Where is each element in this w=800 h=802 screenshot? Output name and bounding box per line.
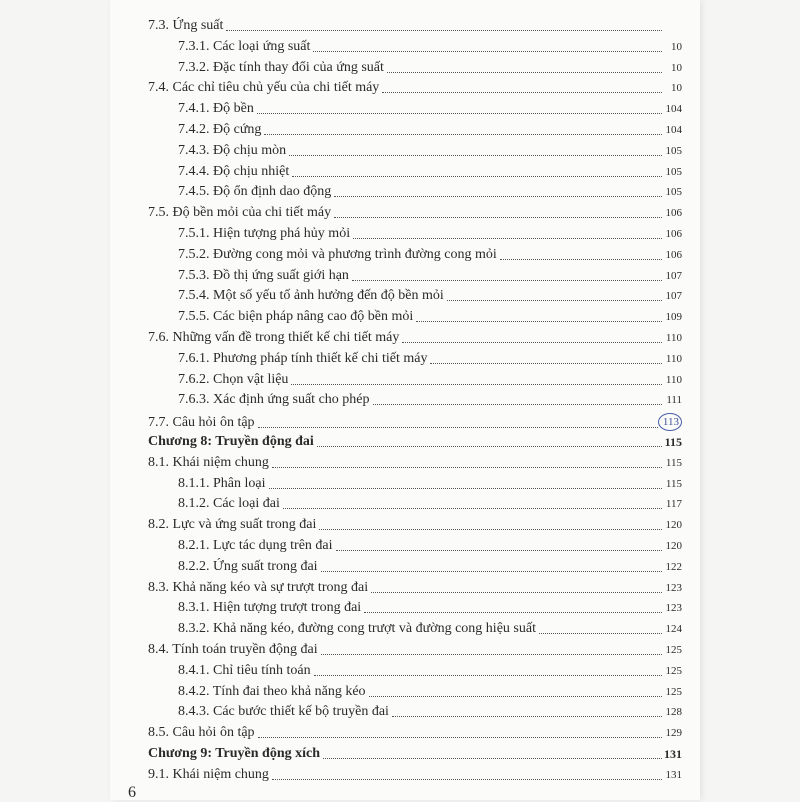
toc-entry-title: 7.5.2. Đường cong mỏi và phương trình đường cong mỏi	[178, 246, 497, 262]
toc-entry-title: Chương 9: Truyền động xích	[148, 746, 321, 761]
toc-entry-title: 7.6.2. Chọn vật liệu	[178, 371, 289, 387]
toc-entry	[178, 247, 682, 263]
toc-entry-page: 106	[665, 228, 682, 240]
toc-entry-page: 115	[665, 456, 682, 469]
toc-entry	[178, 122, 682, 138]
toc-entry-page: 111	[666, 394, 682, 407]
dot-leader	[258, 427, 658, 428]
toc-entry-title: 7.4. Các chỉ tiêu chủ yếu của chi tiết máy	[148, 80, 380, 96]
toc-entry-page: 115	[665, 477, 682, 490]
toc-entry	[178, 496, 682, 512]
toc-entry-page: 110	[665, 352, 682, 365]
dot-leader	[353, 238, 662, 239]
toc-entry	[148, 455, 682, 471]
toc-entry	[178, 538, 682, 554]
dot-leader	[272, 467, 662, 468]
toc-entry	[148, 18, 682, 34]
dot-leader	[539, 633, 662, 634]
dot-leader	[387, 72, 662, 73]
toc-entry	[178, 559, 682, 575]
toc-entry-page: 10	[671, 61, 682, 74]
toc-entry-title: 7.3. Ứng suất	[148, 18, 224, 33]
dot-leader	[292, 176, 662, 177]
toc-entry-title: 7.4.1. Độ bền	[178, 101, 254, 117]
toc-entry	[178, 60, 682, 76]
toc-entry-page: 106	[665, 248, 682, 261]
dot-leader	[352, 280, 662, 281]
toc-entry	[178, 476, 682, 492]
toc-entry-title: 7.6.3. Xác định ứng suất cho phép	[178, 392, 370, 408]
toc-entry-title: 7.7. Câu hỏi ôn tập	[148, 415, 255, 431]
dot-leader	[264, 134, 662, 135]
dot-leader	[382, 92, 662, 93]
toc-entry-page: 125	[665, 685, 682, 698]
toc-entry-title: 7.6. Những vấn đề trong thiết kế chi tiết máy	[148, 330, 400, 345]
toc-entry-page: 120	[665, 519, 682, 532]
dot-leader	[289, 155, 662, 156]
toc-entry-page: 129	[665, 727, 682, 740]
dot-leader	[447, 300, 662, 301]
toc-entry	[178, 392, 682, 408]
dot-leader	[500, 259, 662, 260]
dot-leader	[334, 196, 662, 197]
dot-leader	[321, 571, 662, 572]
toc-entry-title: 9.1. Khái niệm chung	[148, 766, 269, 782]
toc-entry	[148, 725, 682, 741]
toc-entry-page: 125	[665, 644, 682, 656]
toc-entry-title: 8.4.2. Tính đai theo khả năng kéo	[178, 683, 366, 699]
toc-entry	[148, 205, 682, 221]
toc-entry-page: 122	[665, 560, 682, 573]
toc-entry-page: 124	[665, 623, 682, 636]
toc-chapter-entry	[148, 434, 682, 450]
dot-leader	[321, 654, 662, 655]
toc-entry-title: 7.3.1. Các loại ứng suất	[178, 38, 311, 54]
toc-entry-title: 7.5.1. Hiện tượng phá hủy mỏi	[178, 226, 351, 241]
toc-entry-page: 110	[665, 373, 682, 386]
dot-leader	[272, 779, 662, 780]
toc-entry-page: 131	[665, 768, 682, 781]
toc-entry-title: 7.5.3. Đồ thị ứng suất giới hạn	[178, 267, 349, 283]
dot-leader	[319, 529, 662, 530]
toc-entry	[148, 767, 682, 783]
toc-entry-page: 128	[665, 706, 682, 719]
dot-leader	[364, 612, 662, 613]
toc-entry-title: 8.2.2. Ứng suất trong đai	[178, 558, 318, 574]
dot-leader	[314, 675, 662, 676]
dot-leader	[257, 113, 662, 114]
toc-entry-title: 8.1.1. Phân loại	[178, 475, 266, 491]
toc-entry-title: 7.5.5. Các biện pháp nâng cao độ bền mỏi	[178, 309, 414, 325]
toc-entry	[178, 704, 682, 720]
toc-entry	[178, 164, 682, 180]
toc-entry-title: 7.4.2. Độ cứng	[178, 122, 262, 137]
dot-leader	[258, 737, 662, 738]
dot-leader	[402, 342, 662, 343]
dot-leader	[283, 508, 662, 509]
toc-entry	[178, 184, 682, 200]
dot-leader	[373, 404, 663, 405]
toc-entry-page: 125	[665, 664, 682, 677]
toc-entry-title: 8.3.2. Khả năng kéo, đường cong trượt và đường cong hiệu suất	[178, 621, 536, 637]
toc-entry-page: 131	[664, 747, 682, 761]
toc-entry	[178, 309, 682, 325]
toc-entry	[148, 642, 682, 658]
toc-entry	[148, 80, 682, 96]
toc-entry-page: 107	[665, 290, 682, 303]
toc-entry-title: 8.3.1. Hiện tượng trượt trong đai	[178, 600, 362, 616]
toc-entry	[178, 663, 682, 679]
toc-entry-title: 7.5.4. Một số yếu tố ảnh hưởng đến độ bền mỏi	[178, 288, 444, 304]
toc-chapter-entry	[148, 746, 682, 762]
toc-entry-page: 10	[671, 40, 682, 53]
toc-entry-page: 113	[658, 413, 682, 431]
page-number: 6	[128, 784, 136, 801]
toc-entry-page: 104	[665, 103, 682, 116]
toc-entry-title: 7.3.2. Đặc tính thay đổi của ứng suất	[178, 59, 384, 75]
dot-leader	[291, 384, 662, 385]
toc-entry-title: 8.2. Lực và ứng suất trong đai	[148, 517, 317, 533]
toc-entry-title: 8.1.2. Các loại đai	[178, 496, 280, 512]
toc-entry-title: 8.3. Khả năng kéo và sự trượt trong đai	[148, 579, 369, 595]
toc-entry	[148, 330, 682, 346]
toc-entry-title: 8.1. Khái niệm chung	[148, 454, 269, 470]
toc-entry-page: 123	[665, 581, 682, 594]
toc-entry	[178, 600, 682, 616]
toc-entry	[178, 268, 682, 284]
dot-leader	[269, 488, 663, 489]
toc-entry-title: 7.5. Độ bền mỏi của chi tiết máy	[148, 205, 332, 221]
dot-leader	[369, 696, 662, 697]
toc-entry	[178, 101, 682, 117]
dot-leader	[371, 592, 662, 593]
toc-entry	[148, 517, 682, 533]
toc-entry	[148, 580, 682, 596]
toc-entry-title: 8.4. Tính toán truyền động đai	[148, 642, 318, 657]
toc-entry-page: 105	[665, 144, 682, 157]
dot-leader	[416, 321, 662, 322]
toc-entry-title: 8.2.1. Lực tác dụng trên đai	[178, 538, 333, 553]
toc-entry-page: 123	[665, 602, 682, 615]
toc-entry-title: 8.4.3. Các bước thiết kế bộ truyền đai	[178, 704, 389, 720]
toc-entry-page: 109	[665, 311, 682, 324]
toc-entry-title: 8.5. Câu hỏi ôn tập	[148, 725, 255, 741]
toc-entry-page: 10	[671, 82, 682, 95]
toc-entry-title: Chương 8: Truyền động đai	[148, 434, 314, 449]
toc-entry-page: 105	[665, 186, 682, 199]
dot-leader	[226, 30, 662, 31]
dot-leader	[313, 51, 662, 52]
dot-leader	[430, 363, 662, 364]
toc-entry-title: 7.6.1. Phương pháp tính thiết kế chi tiết máy	[178, 350, 428, 366]
toc-entry	[178, 226, 682, 242]
toc-entry-page: 117	[665, 498, 682, 511]
toc-entry-title: 7.4.3. Độ chịu mòn	[178, 142, 287, 158]
toc-entry	[178, 684, 682, 700]
toc-entry-page: 120	[665, 540, 682, 552]
toc-entry-page: 107	[665, 269, 682, 282]
toc-entry-page: 110	[665, 332, 682, 344]
toc-entry-title: 8.4.1. Chỉ tiêu tính toán	[178, 662, 311, 678]
toc-entry-title: 7.4.4. Độ chịu nhiệt	[178, 163, 290, 179]
toc-entry-page: 115	[664, 435, 682, 449]
dot-leader	[334, 217, 662, 218]
toc-entry	[148, 413, 682, 431]
toc-entry	[178, 372, 682, 388]
toc-entry-title: 7.4.5. Độ ổn định dao động	[178, 184, 332, 200]
dot-leader	[336, 550, 662, 551]
toc-entry-page: 105	[665, 165, 682, 178]
dot-leader	[392, 716, 662, 717]
toc-entry	[178, 143, 682, 159]
toc-entry	[178, 351, 682, 367]
dot-leader	[317, 446, 662, 447]
toc-entry	[178, 621, 682, 637]
toc-entry-page: 106	[665, 207, 682, 220]
toc-entry	[178, 39, 682, 55]
toc-entry	[178, 288, 682, 304]
dot-leader	[323, 758, 662, 759]
toc-entry-page: 104	[665, 124, 682, 136]
